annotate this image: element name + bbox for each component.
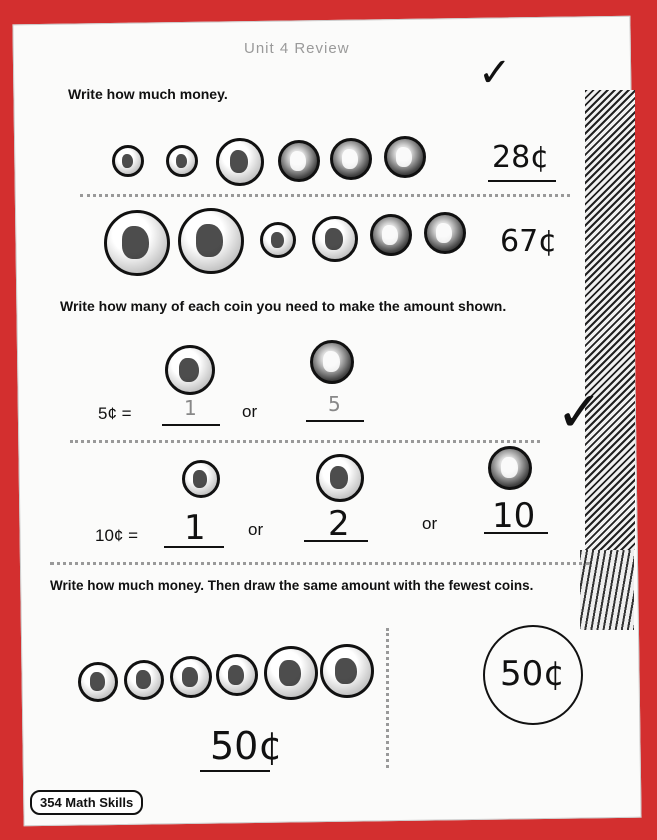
answer-dimes: 1 (184, 508, 206, 548)
penny-icon (310, 340, 354, 384)
answer-50-cents: 50¢ (210, 724, 283, 768)
dime-icon (112, 145, 144, 177)
answer-line (306, 420, 364, 422)
nickel-icon (312, 216, 358, 262)
dime-icon (260, 222, 296, 258)
answer-line (200, 770, 270, 772)
or-label: or (242, 402, 258, 421)
answer-28-cents: 28¢ (492, 140, 550, 175)
nickel-icon (165, 345, 215, 395)
or-label: or (422, 514, 438, 533)
answer-pennies: 10 (492, 496, 536, 536)
drawn-coin-label: 50¢ (500, 654, 565, 694)
instruction-how-many-coins: Write how many of each coin you need to make the amount shown. (60, 298, 507, 314)
penny-icon (278, 140, 320, 182)
answer-nickels: 1 (184, 396, 197, 420)
penny-icon (330, 138, 372, 180)
dime-icon (124, 660, 164, 700)
nickel-icon (264, 646, 318, 700)
checkmark-icon: ✓ (556, 380, 603, 445)
answer-line (484, 532, 548, 534)
penny-icon (384, 136, 426, 178)
amount-10-cents: 10¢ = (95, 526, 139, 545)
or-label: or (248, 520, 264, 539)
dime-icon (78, 662, 118, 702)
answer-pennies: 5 (328, 392, 341, 416)
dotted-divider-vertical (386, 628, 389, 768)
answer-line (488, 180, 556, 182)
page-title: Unit 4 Review (244, 40, 350, 57)
quarter-icon (178, 208, 244, 274)
checkmark-icon: ✓ (478, 50, 512, 96)
quarter-icon (104, 210, 170, 276)
penny-icon (370, 214, 412, 256)
dime-icon (182, 460, 220, 498)
dotted-divider (80, 194, 570, 197)
nickel-icon (320, 644, 374, 698)
amount-5-cents: 5¢ = (98, 404, 132, 423)
dime-icon (170, 656, 212, 698)
answer-67-cents: 67¢ (500, 224, 558, 259)
instruction-write-money: Write how much money. (68, 86, 228, 102)
nickel-icon (316, 454, 364, 502)
answer-line (164, 546, 224, 548)
dotted-divider (70, 440, 540, 443)
dime-icon (166, 145, 198, 177)
nickel-icon (216, 138, 264, 186)
answer-line (162, 424, 220, 426)
answer-line (304, 540, 368, 542)
page-number-badge: 354 Math Skills (30, 790, 143, 815)
penny-icon (488, 446, 532, 490)
background-texture (585, 90, 635, 550)
instruction-draw-fewest-coins: Write how much money. Then draw the same amount with the fewest coins. (50, 578, 534, 593)
answer-nickels: 2 (328, 504, 350, 544)
dime-icon (216, 654, 258, 696)
penny-icon (424, 212, 466, 254)
dotted-divider (50, 562, 590, 565)
